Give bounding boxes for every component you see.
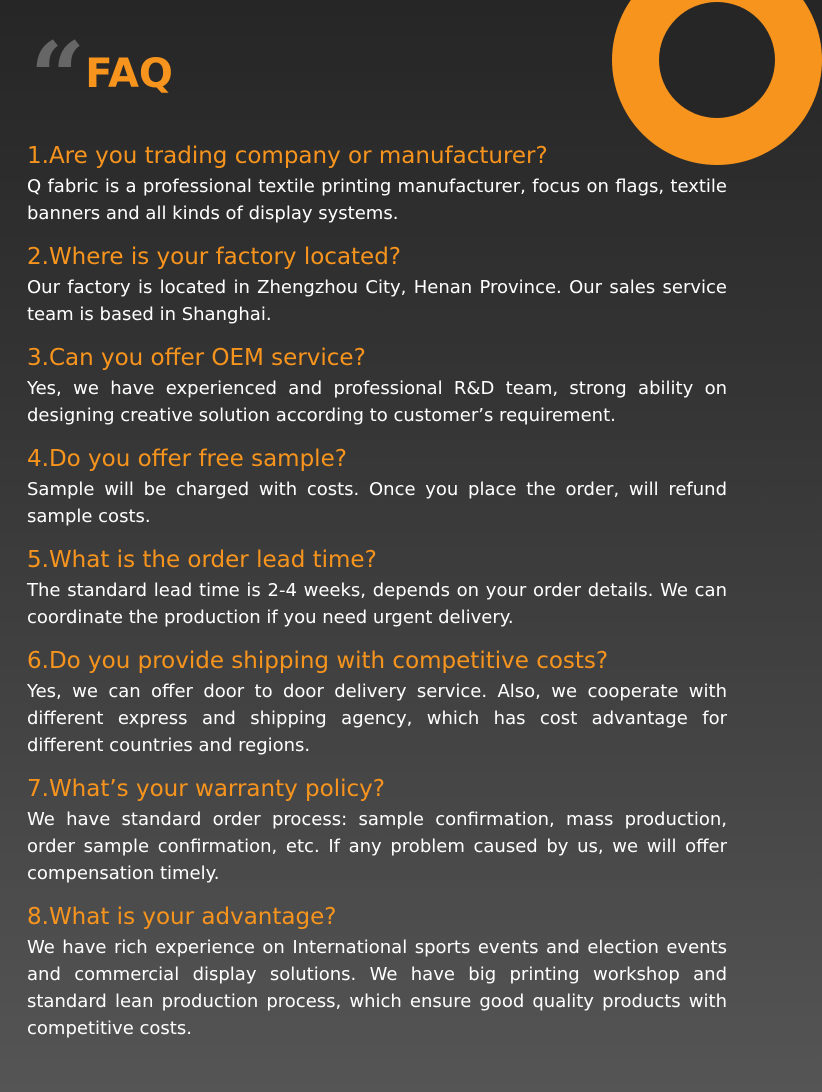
faq-list [27,140,727,1056]
faq-answer: Sample will be charged with costs. Once you place the order, will refund sample costs. [27,479,727,527]
faq-item-4 [27,443,727,530]
faq-question: 2.Where is your factory located? [27,244,402,270]
faq-answer: Our factory is located in Zhengzhou City, Henan Province. Our sales service team is based in Shanghai. [27,277,727,325]
faq-item-7 [27,773,727,887]
quote-icon: “ [30,21,80,134]
faq-answer: Yes, we have experienced and professional R&D team, strong ability on designing creative solution according to customer’s requirement. [27,378,727,426]
page-title: FAQ [85,51,173,97]
decorative-ring-hole [659,2,775,118]
faq-item-6 [27,645,727,759]
faq-answer: Yes, we can offer door to door delivery service. Also, we cooperate with different express and shipping agency, which has cost advantage for different countries and regions. [27,681,727,756]
faq-item-5 [27,544,727,631]
faq-question: 7.What’s your warranty policy? [27,776,385,802]
faq-question: 4.Do you offer free sample? [27,446,347,472]
faq-item-2 [27,241,727,328]
faq-answer: We have standard order process: sample confirmation, mass production, order sample confirmation, etc. If any problem caused by us, we will offer compensation timely. [27,809,727,884]
faq-question: 8.What is your advantage? [27,904,337,930]
faq-question: 1.Are you trading company or manufacturer? [27,143,548,169]
faq-answer: Q fabric is a professional textile printing manufacturer, focus on flags, textile banners and all kinds of display systems. [27,176,727,224]
faq-item-3 [27,342,727,429]
faq-answer: The standard lead time is 2-4 weeks, depends on your order details. We can coordinate the production if you need urgent delivery. [27,580,727,628]
faq-question: 6.Do you provide shipping with competitive costs? [27,648,609,674]
faq-question: 3.Can you offer OEM service? [27,345,366,371]
faq-header [30,21,173,134]
faq-question: 5.What is the order lead time? [27,547,377,573]
faq-item-8 [27,901,727,1042]
faq-item-1 [27,140,727,227]
faq-answer: We have rich experience on International sports events and election events and commercial display solutions. We have big printing workshop and standard lean production process, which ensure good quality products with competitive costs. [27,937,727,1039]
